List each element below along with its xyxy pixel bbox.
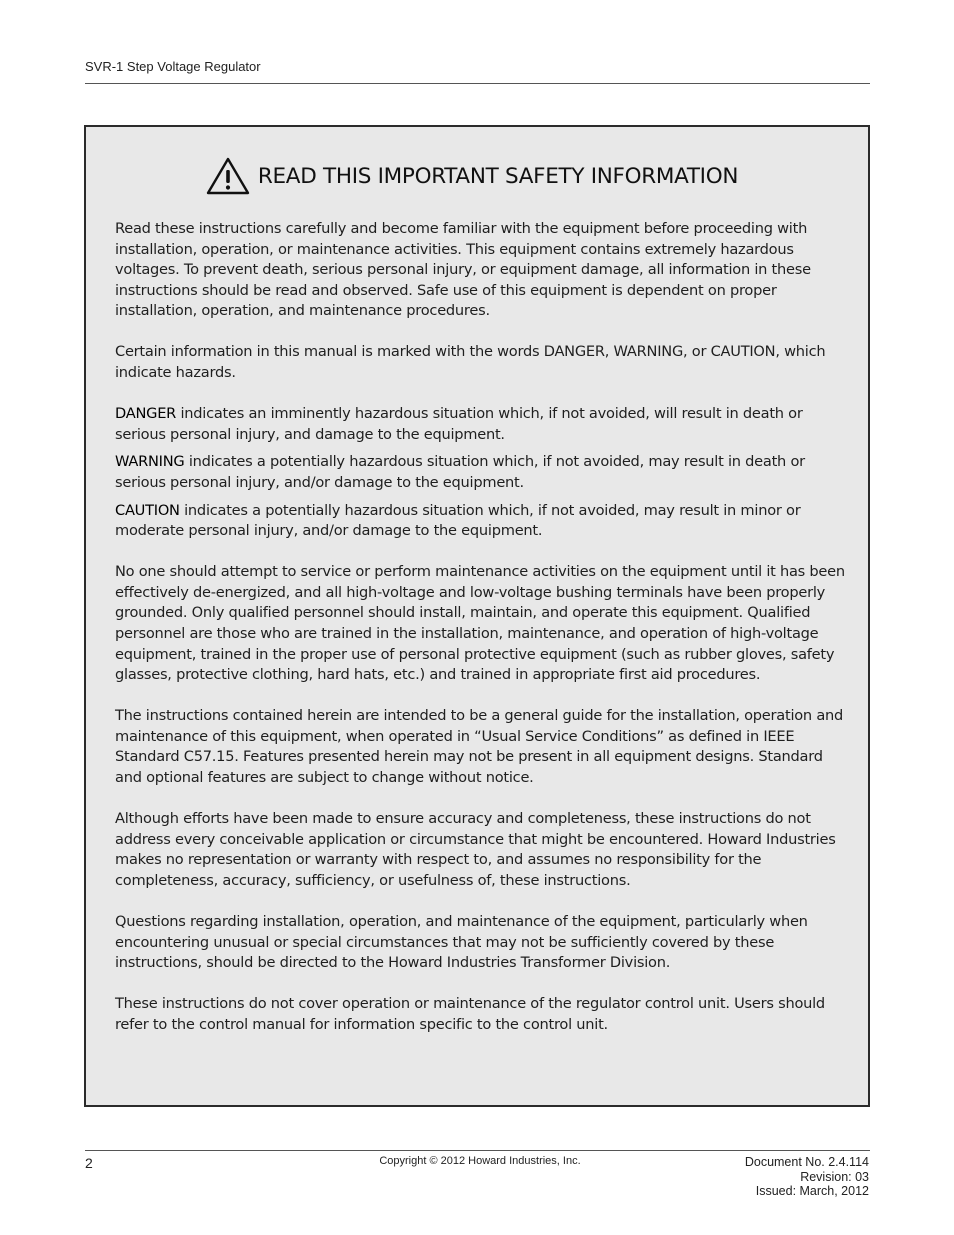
warning-definition: [115, 452, 845, 493]
running-header: SVR-1 Step Voltage Regulator: [85, 59, 261, 74]
copyright-notice: Copyright © 2012 Howard Industries, Inc.: [379, 1155, 581, 1167]
warning-text: indicates a potentially hazardous situation which, if not avoided, may result in death or serious personal injury, and/or damage to the equipment.: [115, 453, 805, 491]
warning-triangle-icon: [206, 157, 250, 195]
safety-content: [115, 219, 845, 1056]
accuracy-disclaimer-paragraph: Although efforts have been made to ensure accuracy and completeness, these instructions do not address every conceivable application or circumstance that might be encountered. Howard Industries makes no representation or warranty with respect to, and assumes no responsibility for the completeness, accuracy, sufficiency, or usefulness of, these instructions.: [115, 810, 836, 889]
document-info: [745, 1155, 869, 1199]
header-divider: [85, 83, 870, 84]
hazard-marking-paragraph: Certain information in this manual is marked with the words DANGER, WARNING, or CAUTION, which indicate hazards.: [115, 343, 826, 382]
danger-definition: [115, 404, 845, 445]
general-guide-paragraph: The instructions contained herein are intended to be a general guide for the installation, operation and maintenance of this equipment, when operated in “Usual Service Conditions” as defined in IEEE Standard C57.15. Features presented herein may not be present in all equipment designs. Standard and optional features are subject to change without notice.: [115, 707, 844, 787]
questions-paragraph: Questions regarding installation, operation, and maintenance of the equipment, particularly when encountering unusual or special circumstances that may not be sufficiently covered by these instructions, should be directed to the Howard Industries Transformer Division.: [115, 913, 808, 972]
footer-divider: [85, 1150, 870, 1151]
danger-term: DANGER: [115, 405, 177, 423]
document-number: Document No. 2.4.114: [744, 1155, 869, 1169]
warning-term: WARNING: [115, 453, 185, 471]
issued-date: Issued: March, 2012: [755, 1184, 869, 1198]
safety-heading-text: READ THIS IMPORTANT SAFETY INFORMATION: [257, 163, 739, 189]
caution-term: CAUTION: [115, 501, 180, 519]
danger-text: indicates an imminently hazardous situation which, if not avoided, will result in death or serious personal injury, and damage to the equipment.: [115, 405, 803, 443]
safety-information-box: [84, 125, 870, 1107]
safety-heading: [86, 157, 868, 195]
caution-definition: [115, 501, 845, 542]
intro-paragraph: Read these instructions carefully and become familiar with the equipment before proceeding with installation, operation, or maintenance activities. This equipment contains extremely hazardous voltages. To prevent death, serious personal injury, or equipment damage, all information in these instructions should be read and observed. Safe use of this equipment is dependent on proper installation, operation, and maintenance procedures.: [115, 220, 811, 320]
caution-text: indicates a potentially hazardous situation which, if not avoided, may result in minor or moderate personal injury, and/or damage to the equipment.: [115, 501, 801, 540]
service-paragraph: No one should attempt to service or perform maintenance activities on the equipment until it has been effectively de-energized, and all high-voltage and low-voltage bushing terminals have been properly grounded. Only qualified personnel should install, maintain, and operate this equipment. Qualified personnel are those who are trained in the installation, maintenance, and operation of high-voltage equipment, trained in the proper use of personal protective equipment (such as rubber gloves, safety glasses, protective clothing, hard hats, etc.) and trained in appropriate first aid procedures.: [115, 563, 845, 684]
control-unit-paragraph: These instructions do not cover operation or maintenance of the regulator control unit. Users should refer to the control manual for information specific to the control unit.: [115, 995, 825, 1033]
page-number: 2: [85, 1155, 93, 1171]
revision: Revision: 03: [800, 1169, 869, 1184]
